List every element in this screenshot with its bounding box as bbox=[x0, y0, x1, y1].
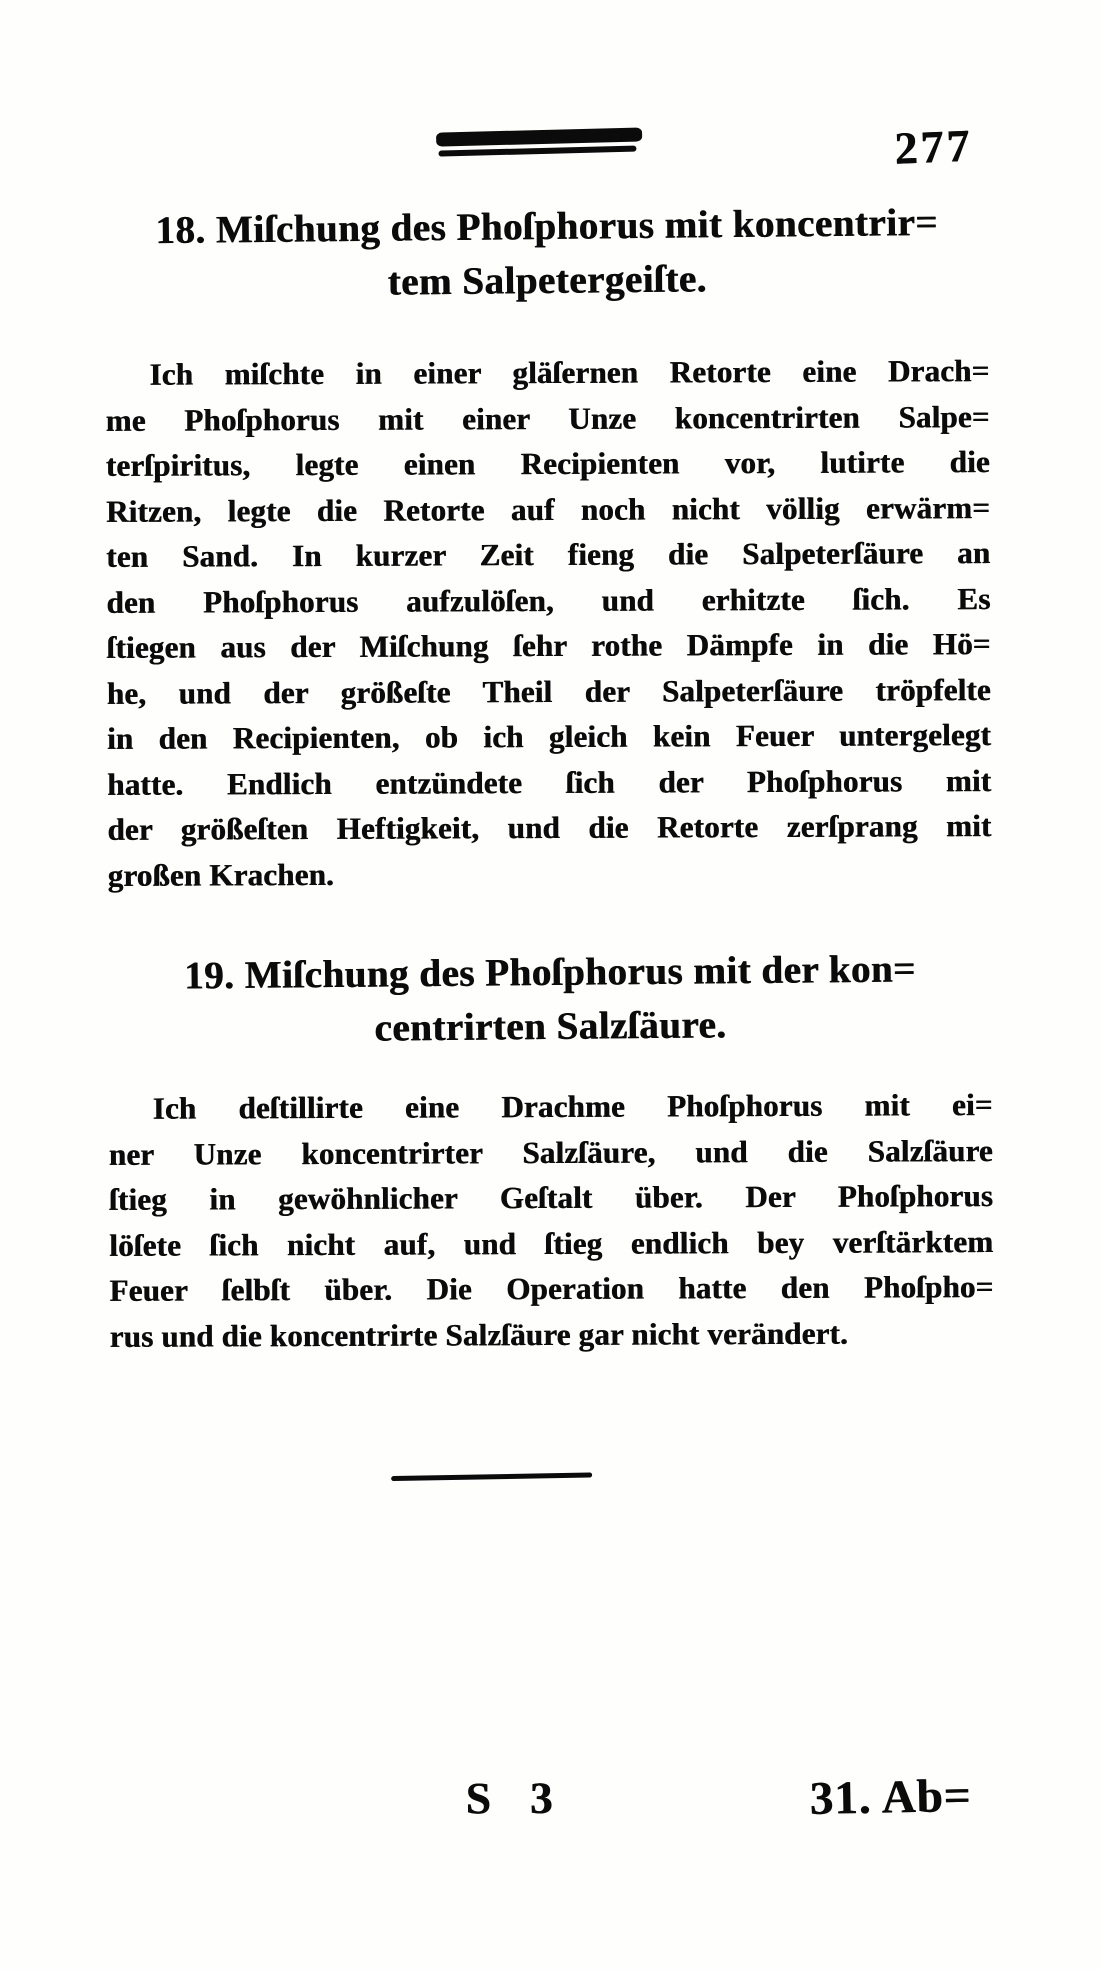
ornament-bar-thin bbox=[438, 146, 636, 157]
text-line: Ich miſchte in einer gläſernen Retorte eine Drach= bbox=[149, 353, 990, 392]
heading-line: centrirten Salzſäure. bbox=[374, 1003, 727, 1050]
heading-line: 18. Miſchung des Phoſphorus mit koncentrir= bbox=[155, 200, 939, 253]
text-line: in den Recipienten, ob ich gleich kein Feuer untergelegt bbox=[106, 717, 991, 756]
signature-mark: S 3 bbox=[465, 1772, 567, 1824]
text-line: Ich deſtillirte eine Drachme Phoſphorus mit ei= bbox=[152, 1087, 993, 1126]
text-line: großen Krachen. bbox=[107, 856, 334, 893]
text-line: ſtieg in gewöhnlicher Geſtalt über. Der Phoſphorus bbox=[108, 1178, 993, 1217]
text-line: den Phoſphorus aufzulöſen, und erhitzte ſich. Es bbox=[106, 580, 991, 620]
page-number: 277 bbox=[893, 119, 974, 174]
text-line: he, und der größeſte Theil der Salpeterſäure tröpfelte bbox=[106, 671, 991, 711]
text-line: ten Sand. In kurzer Zeit fieng die Salpeterſäure an bbox=[106, 535, 991, 574]
text-line: rus und die koncentrirte Salzſäure gar nicht verändert. bbox=[109, 1315, 848, 1354]
heading-line: 19. Miſchung des Phoſphorus mit der kon= bbox=[183, 947, 916, 998]
section-divider-rule bbox=[391, 1472, 592, 1481]
section-19-paragraph bbox=[108, 1082, 993, 1359]
text-line: terſpiritus, legte einen Recipienten vor, lutirte die bbox=[105, 444, 990, 483]
section-18-heading bbox=[92, 195, 1001, 313]
text-line: hatte. Endlich entzündete ſich der Phoſphorus mit bbox=[107, 762, 992, 802]
section-18-paragraph bbox=[105, 348, 991, 898]
text-line: ſtiegen aus der Miſchung ſehr rothe Dämpfe in die Hö= bbox=[106, 626, 991, 665]
text-line: Ritzen, legte die Retorte auf noch nicht völlig erwärm= bbox=[105, 489, 990, 529]
text-line: Feuer ſelbſt über. Die Operation hatte den Phoſpho= bbox=[109, 1269, 994, 1308]
text-line: der größeſten Heftigkeit, und die Retorte zerſprang mit bbox=[107, 808, 992, 847]
text-line: me Phoſphorus mit einer Unze koncentrirten Salpe= bbox=[105, 398, 990, 438]
section-19-heading bbox=[96, 942, 1005, 1059]
text-line: ner Unze koncentrirter Salzſäure, und die Salzſäure bbox=[108, 1132, 993, 1172]
header-ornament-rule bbox=[436, 127, 643, 162]
catchword: 31. Ab= bbox=[809, 1770, 972, 1826]
heading-line: tem Salpetergeiſte. bbox=[387, 257, 707, 304]
text-line: löſete ſich nicht auf, und ſtieg endlich bey verſtärktem bbox=[109, 1223, 994, 1263]
ornament-bar-thick bbox=[436, 127, 642, 146]
